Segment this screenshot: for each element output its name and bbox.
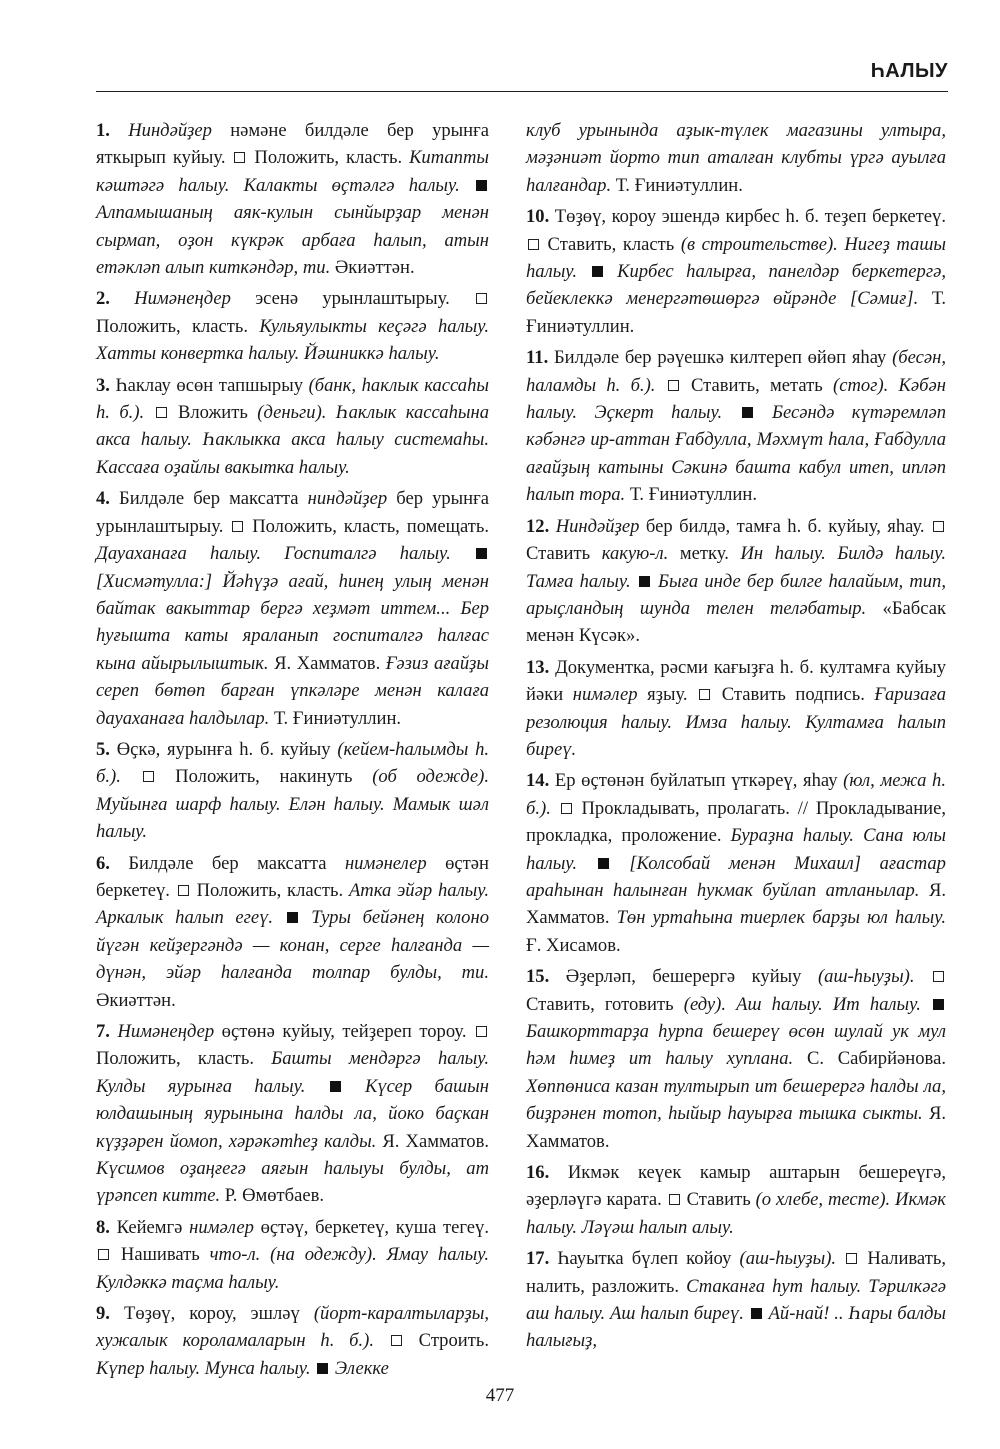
sense-number: 16. <box>526 1162 550 1184</box>
literary-example-marker-icon <box>598 858 609 869</box>
literary-example-marker-icon <box>751 1308 762 1319</box>
italic-text: Күсимов оҙаңғегә аяғын һалыуы булды, ат үрәпсеп китте. <box>96 1158 489 1207</box>
russian-translation-marker-icon <box>668 380 679 391</box>
russian-translation-marker-icon <box>476 293 487 304</box>
roman-text: Положить, накинуть <box>155 766 373 788</box>
sense-number: 13. <box>526 656 550 678</box>
sense-number: 3. <box>96 374 110 396</box>
italic-text: (стог). Кәбән һалыу. Эҫкерт һалыу. <box>526 374 946 424</box>
roman-text: Наливать, налить, разложить. <box>526 1248 946 1297</box>
roman-text: Нашивать <box>111 1244 210 1266</box>
dictionary-entry <box>526 767 946 959</box>
dictionary-entry <box>526 203 946 340</box>
roman-text: Икмәк кеүек камыр аштарын бешереүгә, әҙерләүгә карата. <box>526 1162 946 1211</box>
russian-translation-marker-icon <box>98 1249 109 1260</box>
dictionary-entry <box>96 1214 489 1296</box>
sense-number: 6. <box>96 852 110 874</box>
roman-text: Өҫкә, яурынға һ. б. куйыу <box>116 738 338 760</box>
dictionary-entry <box>96 1018 489 1210</box>
italic-text: что-л. (на одежду). Ямау һалыу. Кулдәккә таҫма һалыу. <box>96 1244 489 1293</box>
literary-example-marker-icon <box>742 407 753 418</box>
roman-text: Төҙөү, короу эшендә кирбес һ. б. теҙеп беркетеү. <box>554 206 946 228</box>
italic-text: (йорт-каралтыларҙы, хужалык короламаларын һ. б.). <box>96 1303 489 1352</box>
sense-number: 11. <box>526 347 549 369</box>
italic-text: (деньги). <box>257 402 327 424</box>
roman-text: Вложить <box>168 402 258 424</box>
russian-translation-marker-icon <box>699 689 710 700</box>
italic-text: нимәлер <box>189 1216 254 1238</box>
italic-text: нимәнелер <box>344 852 427 874</box>
italic-text: Нимәнеңдер <box>117 1021 215 1042</box>
russian-translation-marker-icon <box>178 885 189 896</box>
russian-translation-marker-icon <box>933 521 944 532</box>
italic-text: Стаканға һут һалыу. Тәрилкәгә аш һалыу. Аш һалып биреү. <box>526 1275 946 1325</box>
sense-number: 14. <box>526 770 550 792</box>
italic-text: Башты мендәргә һалыу. Кулды яурынға һалыу. <box>96 1048 489 1097</box>
roman-text: Я. Хамматов. <box>268 652 386 674</box>
russian-translation-marker-icon <box>232 521 243 532</box>
roman-text: Ер өҫтөнән буйлатып үткәреү, яһау <box>554 770 844 792</box>
roman-text <box>374 1330 389 1351</box>
roman-text: Һауытка бүлеп койоу <box>557 1248 740 1270</box>
russian-translation-marker-icon <box>528 239 539 250</box>
right-column <box>526 117 946 1359</box>
italic-text: Ай-най! .. Һары балды һалығыҙ, <box>526 1303 947 1352</box>
roman-text: Билдәле бер максатта <box>119 488 308 510</box>
italic-text: Бураҙна һалыу. Сана юлы һалыу. <box>526 825 946 874</box>
sense-number: 7. <box>96 1021 110 1042</box>
italic-text: Нимәнеңдер <box>134 288 231 310</box>
dictionary-entry <box>96 850 489 1014</box>
italic-text: Атка эйәр һалыу. Аркалык һалып егеү. <box>96 879 489 929</box>
roman-text: Положить, класть, помещать. <box>245 515 489 537</box>
italic-text: Ниндәйҙер <box>128 120 212 141</box>
roman-text: Положить, класть. <box>96 1048 272 1070</box>
literary-example-marker-icon <box>317 1363 328 1374</box>
italic-text: (банк, һаклык кассаһы һ. б.). <box>96 374 489 424</box>
italic-text: (бесән, һаламды һ. б.). <box>526 347 946 396</box>
italic-text: клуб урынында аҙык-түлек магазины ултыра, мәҙәниәт йорто тип аталған клубты үргә ауылға һалғандар. <box>526 120 946 196</box>
roman-text: Положить, класть. <box>190 879 349 901</box>
russian-translation-marker-icon <box>476 1026 487 1037</box>
italic-text: Дауаханаға һалыу. Госпиталгә һалыу. <box>96 543 474 565</box>
italic-text: Күсер башын юлдашының яурынына һалды ла, йоко баҫкан күҙҙәрен йомоп, хәрәкәтһеҙ калды. <box>96 1075 489 1152</box>
russian-translation-marker-icon <box>143 771 154 782</box>
roman-text: Төҙөү, короу, эшләү <box>124 1303 314 1325</box>
italic-text: Төн уртаһына тиерлек барҙы юл һалыу. <box>616 907 946 929</box>
roman-text: Т. Ғиниәтуллин. <box>526 288 946 337</box>
literary-example-marker-icon <box>330 1081 341 1092</box>
italic-text: (аш-һыуҙы). <box>817 966 915 988</box>
italic-text: какую-л. <box>601 543 669 565</box>
sense-number: 1. <box>96 120 110 141</box>
roman-text: Положить, класть. <box>247 147 410 169</box>
italic-text: Кирбес һалырға, панелдәр беркетергә, бейеклеккә менергәтөшөргә өйрәнде [Сәмиғ]. <box>526 261 946 310</box>
roman-text: Ставить <box>526 543 602 565</box>
dictionary-entry <box>96 1300 489 1382</box>
dictionary-entry <box>96 285 489 367</box>
dictionary-entry <box>526 1245 946 1355</box>
italic-text: (еду). Аш һалыу. Ит һалыу. <box>683 993 931 1015</box>
roman-text <box>121 766 141 787</box>
roman-text: өҫтөнә куйыу, тейҙереп тороу. <box>214 1021 474 1042</box>
roman-text: С. Сабирйәнова. <box>793 1048 946 1070</box>
roman-text: бер урынға урынлаштырыу. <box>96 488 489 537</box>
literary-example-marker-icon <box>592 266 603 277</box>
roman-text: метку. <box>668 543 741 565</box>
italic-text: Ниндәйҙер <box>555 515 640 537</box>
roman-text <box>836 1248 844 1269</box>
left-column <box>96 117 489 1386</box>
italic-text: (об одежде). Муйынға шарф һалыу. Елән һалыу. Мамык шәл һалыу. <box>96 766 489 843</box>
italic-text: (кейем-һалымды һ. б.). <box>96 738 490 788</box>
italic-text: Хөппөниса казан тултырып ит бешерергә һалды ла, биҙрәнен тотоп, һыйыр һауырға тышка сыкты. <box>526 1075 946 1125</box>
dictionary-entry <box>526 117 946 199</box>
roman-text: Һаклау өсөн тапшырыу <box>115 374 309 396</box>
italic-text: Күпер һалыу. Мунса һалыу. <box>96 1357 316 1379</box>
roman-text: бер билдә, тамға һ. б. куйыу, яһау. <box>639 515 931 537</box>
italic-text: Ғаризаға резолюция һалыу. Имза һалыу. Култамға һалып биреү. <box>526 684 946 760</box>
italic-text: (о хлебе, тесте). Икмәк һалыу. Ләүәш һалып алыу. <box>526 1189 947 1238</box>
roman-text: Кейемгә <box>116 1216 190 1238</box>
italic-text: Быға инде бер билге һалайым, тип, арыҫландың шунда телен теләбатыр. <box>526 570 946 619</box>
italic-text: Кульяулыкты кеҫәгә һалыу. Хатты конвертка һалыу. Йәшниккә һалыу. <box>96 315 489 365</box>
roman-text: Билдәле бер рәүешкә килтереп өйөп яһау <box>553 347 893 369</box>
literary-example-marker-icon <box>287 912 298 923</box>
literary-example-marker-icon <box>933 999 944 1010</box>
roman-text: эсенә урынлаштырыу. <box>230 288 474 310</box>
roman-text: Әкиәттән. <box>96 989 176 1011</box>
roman-text: Т. Ғиниәтуллин. <box>611 174 743 196</box>
dictionary-entry <box>96 736 489 846</box>
roman-text: Ставить, класть <box>541 233 681 255</box>
roman-text: Әкиәттән. <box>330 257 415 279</box>
roman-text: «Бабсак менән Күсәк». <box>526 597 946 647</box>
page-number: 477 <box>485 1385 515 1406</box>
dictionary-entry <box>96 117 489 281</box>
russian-translation-marker-icon <box>846 1253 857 1264</box>
roman-text: Ғ. Хисамов. <box>526 934 621 956</box>
italic-text: (в строительстве). Нигеҙ ташы һалыу. <box>526 233 946 283</box>
sense-number: 8. <box>96 1216 110 1238</box>
italic-text: (аш-һыуҙы). <box>739 1248 837 1270</box>
italic-text: нимәлер <box>572 684 638 706</box>
dictionary-entry <box>96 372 489 482</box>
roman-text: Ставить, метать <box>680 374 834 396</box>
russian-translation-marker-icon <box>669 1194 680 1205</box>
literary-example-marker-icon <box>476 548 487 559</box>
russian-translation-marker-icon <box>156 407 167 418</box>
dictionary-entry <box>96 485 489 732</box>
italic-text: [Колсобай менән Михаил] ағастар араһынан һалынған һукмак буйлап атланылар. <box>526 852 946 901</box>
italic-text: Һаклык кассаһына акса һалыу. Һаклыкка акса һалыу системаһы. Кассаға оҙайлы вакытка һалыу. <box>96 402 490 478</box>
sense-number: 5. <box>96 738 110 760</box>
dictionary-entry <box>526 513 946 650</box>
roman-text: Я. Хамматов. <box>376 1130 489 1152</box>
italic-text: Туры бейәнең колоно йүгән кейҙергәндә — конан, серге һалғанда — дүнән, эйәр һалғанда толпар булды, ти. <box>96 907 489 984</box>
sense-number: 15. <box>526 966 550 988</box>
dictionary-entry <box>526 963 946 1155</box>
roman-text: Әҙерләп, бешерергә куйыу <box>565 966 818 988</box>
dictionary-entry <box>526 1159 946 1241</box>
italic-text: Башкорттарҙа һурпа бешереү өсөн шулай ук мул һәм һимеҙ ит һалыу хуплана. <box>526 1021 946 1070</box>
roman-text <box>551 798 559 819</box>
roman-text <box>326 402 335 423</box>
roman-text: яҙыу. <box>637 684 698 706</box>
russian-translation-marker-icon <box>234 152 245 163</box>
roman-text: Прокладывать, пролагать. // Прокладывание, прокладка, проложение. <box>526 797 946 847</box>
italic-text: Бесәндә күтәремләп кәбәнгә ир-аттан Ғабдулла, Мәхмүт һала, Ғабдулла ағайҙың катыны Сәкинә башта кабул итеп, ипләп һалып тора. <box>526 402 947 506</box>
roman-text: Т. Ғиниәтуллин. <box>269 707 402 729</box>
header-rule <box>96 91 948 92</box>
sense-number: 17. <box>526 1248 550 1270</box>
sense-number: 10. <box>526 206 550 228</box>
literary-example-marker-icon <box>639 576 650 587</box>
roman-text <box>144 402 153 423</box>
roman-text: өҫтән беркетеү. <box>96 852 489 901</box>
roman-text: Я. Хамматов. <box>526 879 946 929</box>
italic-text: Китапты кәштәгә һалыу. Калакты өҫтәлгә һалыу. <box>96 147 489 196</box>
italic-text: (юл, межа һ. б.). <box>526 770 946 819</box>
roman-text <box>915 966 931 987</box>
italic-text: Ин һалыу. Билдә һалыу. Тамға һалыу. <box>526 543 946 592</box>
roman-text: Т. Ғиниәтуллин. <box>625 484 757 506</box>
italic-text: ниндәйҙер <box>307 488 388 510</box>
sense-number: 12. <box>526 515 550 537</box>
russian-translation-marker-icon <box>561 803 572 814</box>
russian-translation-marker-icon <box>933 971 944 982</box>
roman-text: Р. Өмөтбаев. <box>220 1185 325 1207</box>
roman-text: Билдәле бер максатта <box>128 852 345 874</box>
roman-text: өҫтәү, беркетеү, куша тегеү. <box>253 1216 489 1238</box>
italic-text: [Хисмәтулла:] Йәһүҙә ағай, һинең улың менән байтак вакыттар бергә хеҙмәт иттем... Бер һуғыштa каты яраланып госпиталгә һалғас кына айырылыштык. <box>96 570 489 674</box>
running-head: ҺАЛЫУ <box>870 60 948 82</box>
roman-text: Ставить подпись. <box>712 684 875 706</box>
roman-text: Я. Хамматов. <box>526 1103 946 1152</box>
sense-number: 9. <box>96 1303 110 1325</box>
roman-text: Положить, класть. <box>96 315 260 337</box>
russian-translation-marker-icon <box>391 1335 402 1346</box>
roman-text <box>655 375 665 396</box>
italic-text: Элекке <box>330 1357 389 1379</box>
literary-example-marker-icon <box>476 180 487 191</box>
roman-text: Ставить, готовить <box>526 993 684 1015</box>
roman-text: Документка, рәсми кағыҙға һ. б. култамға куйыу йәки <box>526 656 946 706</box>
italic-text: Алпамышаның аяк-кулын сынйырҙар менән сырмап, оҙон күкрәк арбаға һалып, атын етәкләп алып киткәндәр, ти. <box>96 202 489 279</box>
dictionary-entry <box>526 344 946 508</box>
dictionary-entry <box>526 654 946 764</box>
roman-text: Ставить <box>681 1189 756 1211</box>
italic-text: Ғәзиз ағайҙы сереп бөтөп барған үпкәләре менән калаға дауаханаға һалдылар. <box>96 652 489 729</box>
roman-text: нәмәне билдәле бер урынға яткырып куйыу. <box>96 120 489 169</box>
roman-text: Строить. <box>403 1330 489 1352</box>
sense-number: 4. <box>96 488 110 510</box>
sense-number: 2. <box>96 288 110 310</box>
